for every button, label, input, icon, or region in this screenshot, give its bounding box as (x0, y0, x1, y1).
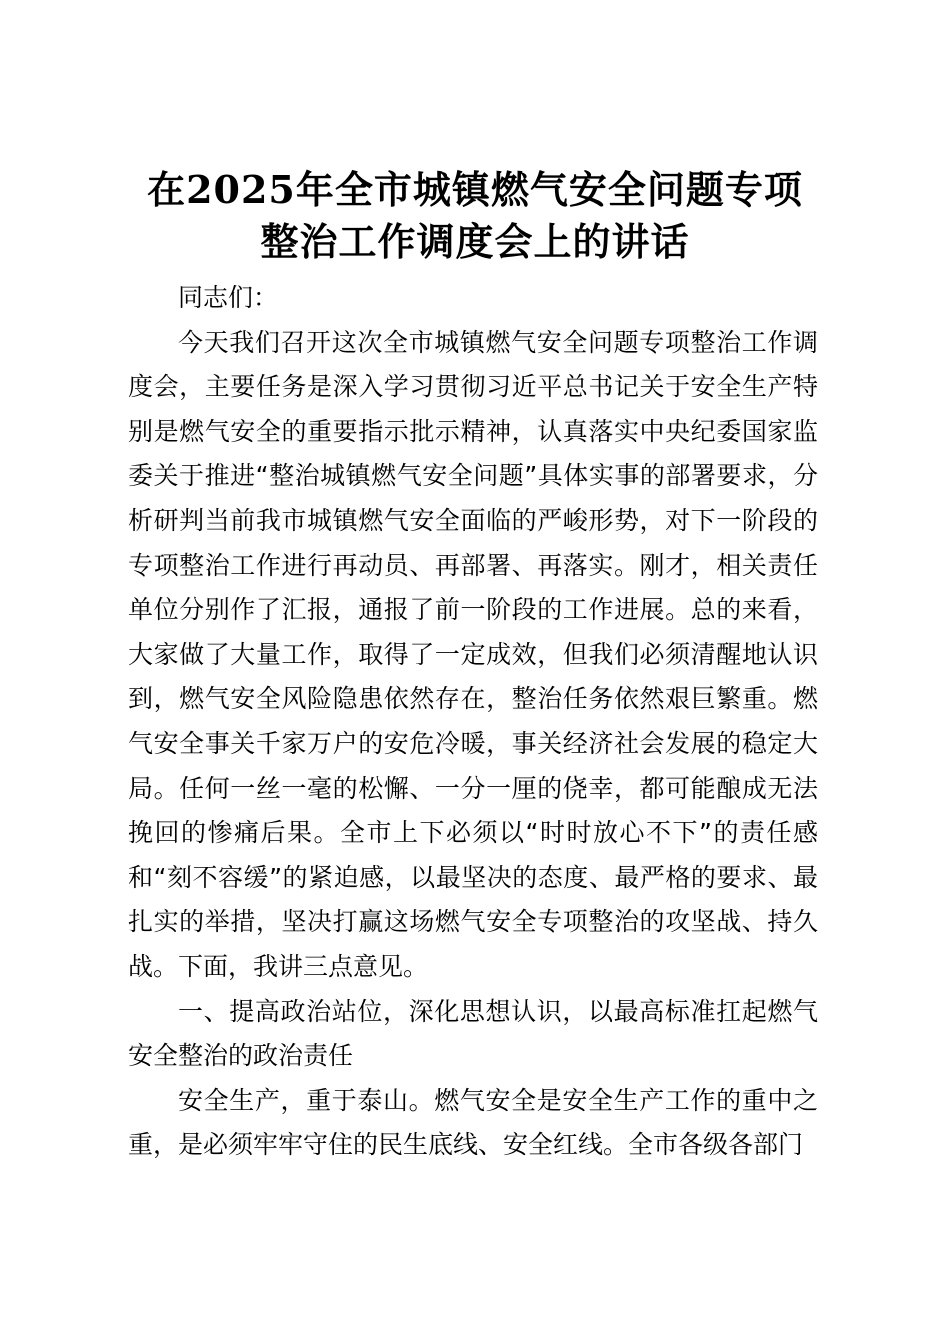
document-title-line-2: 整治工作调度会上的讲话 (260, 219, 690, 264)
document-title (100, 164, 850, 268)
document-title-line-1: 在2025年全市城镇燃气安全问题专项 (147, 167, 803, 212)
salutation: 同志们： (178, 283, 279, 312)
document-body (128, 276, 818, 1168)
intro-paragraph: 今天我们召开这次全市城镇燃气安全问题专项整治工作调度会，主要任务是深入学习贯彻习近平总书记关于安全生产特别是燃气安全的重要指示批示精神，认真落实中央纪委国家监委关于推进“整治城镇燃气安全问题”具体实事的部署要求，分析研判当前我市城镇燃气安全面临的严峻形势，对下一阶段的专项整治工作进行再动员、再部署、再落实。刚才，相关责任单位分别作了汇报，通报了前一阶段的工作进展。总的来看，大家做了大量工作，取得了一定成效，但我们必须清醒地认识到，燃气安全风险隐患依然存在，整治任务依然艰巨繁重。燃气安全事关千家万户的安危冷暖，事关经济社会发展的稳定大局。任何一丝一毫的松懈、一分一厘的侥幸，都可能酿成无法挽回的惨痛后果。全市上下必须以“时时放心不下”的责任感和“刻不容缓”的紧迫感，以最坚决的态度、最严格的要求、最扎实的举措，坚决打赢这场燃气安全专项整治的攻坚战、持久战。下面，我讲三点意见。 (128, 327, 818, 981)
section-heading-1: 一、提高政治站位，深化思想认识，以最高标准扛起燃气安全整治的政治责任 (128, 996, 818, 1071)
section-1-paragraph: 安全生产，重于泰山。燃气安全是安全生产工作的重中之重，是必须牢牢守住的民生底线、安全红线。全市各级各部门 (128, 1085, 818, 1160)
